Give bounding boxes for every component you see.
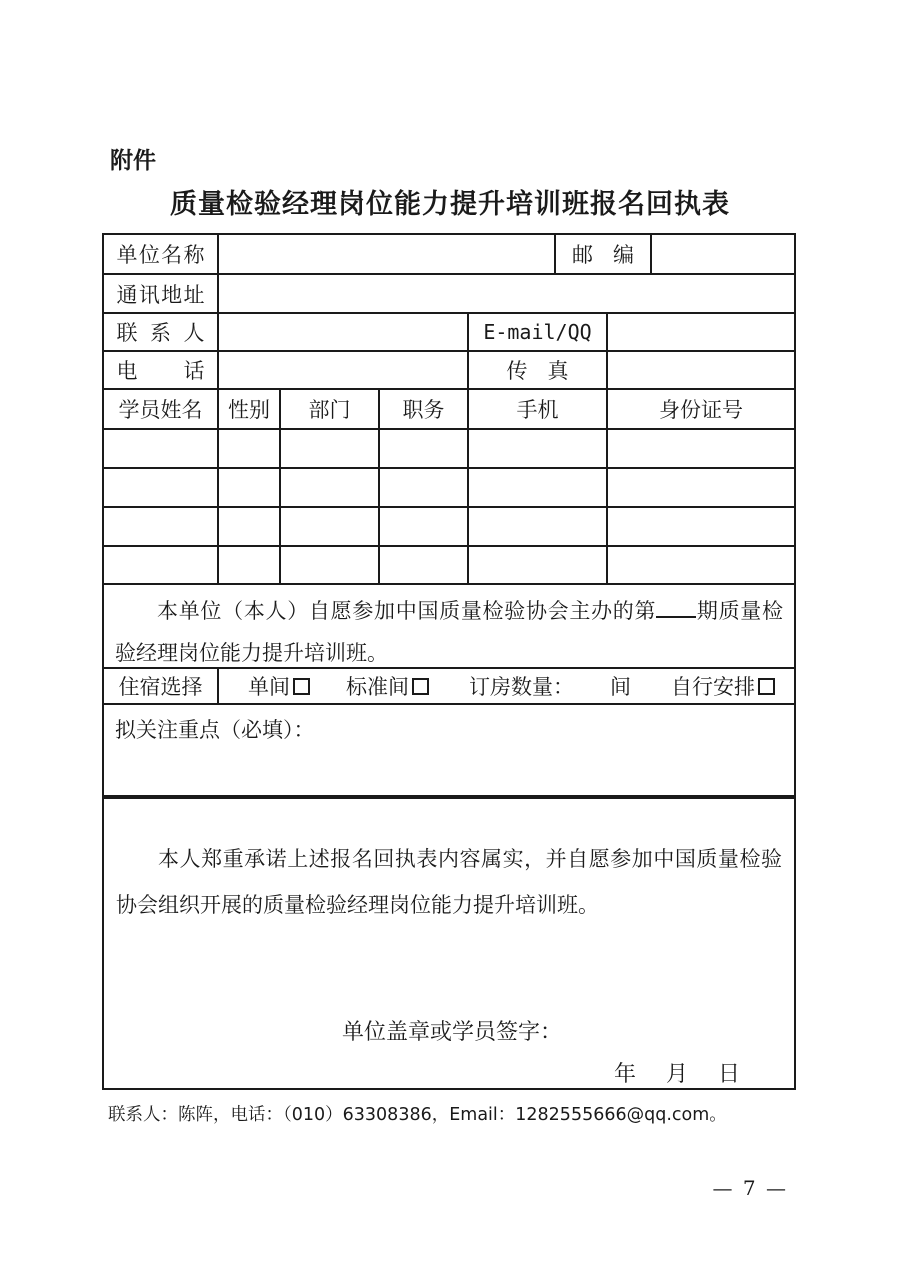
participation-row bbox=[104, 585, 794, 669]
page-title: 质量检验经理岗位能力提升培训班报名回执表 bbox=[170, 189, 730, 219]
option-standard-room: 标准间 bbox=[346, 671, 429, 701]
email-qq-input-cell[interactable] bbox=[608, 314, 794, 350]
unit-name-input-cell[interactable] bbox=[219, 235, 556, 273]
option-single-room: 单间 bbox=[248, 671, 310, 701]
contact-person-label: 联系人 bbox=[104, 314, 219, 350]
student-gender-cell[interactable] bbox=[219, 430, 281, 467]
registration-form-table bbox=[102, 233, 796, 1090]
accommodation-options-cell bbox=[219, 669, 794, 703]
postal-code-label: 邮编 bbox=[556, 235, 652, 273]
fax-label: 传真 bbox=[469, 352, 608, 388]
student-row-3 bbox=[104, 508, 794, 547]
student-department-cell[interactable] bbox=[281, 430, 380, 467]
student-row-2 bbox=[104, 469, 794, 508]
pledge-cell bbox=[104, 799, 794, 1088]
row-address bbox=[104, 275, 794, 314]
page-number: — 7 — bbox=[712, 1176, 788, 1200]
self-arrange-checkbox[interactable] bbox=[758, 678, 775, 695]
focus-input-cell[interactable] bbox=[104, 705, 794, 795]
email-qq-label: E-mail/QQ bbox=[469, 314, 608, 350]
focus-label: 拟关注重点（必填）： bbox=[115, 719, 315, 742]
booking-quantity-label: 订房数量： bbox=[469, 676, 574, 699]
student-name-cell[interactable] bbox=[104, 547, 219, 583]
address-label: 通讯地址 bbox=[104, 275, 219, 312]
participation-text: 本单位（本人）自愿参加中国质量检验协会主办的第 期质量检验经理岗位能力提升培训班。 bbox=[115, 600, 784, 665]
accommodation-row bbox=[104, 669, 794, 705]
student-name-cell[interactable] bbox=[104, 508, 219, 545]
header-student-name: 学员姓名 bbox=[104, 390, 219, 428]
student-row-4 bbox=[104, 547, 794, 585]
student-mobile-cell[interactable] bbox=[469, 547, 608, 583]
pledge-row bbox=[104, 799, 794, 1088]
date-label: 年 月 日 bbox=[613, 1061, 744, 1086]
row-contact-person bbox=[104, 314, 794, 352]
student-id-cell[interactable] bbox=[608, 430, 794, 467]
signature-label: 单位盖章或学员签字： bbox=[342, 1019, 563, 1044]
student-gender-cell[interactable] bbox=[219, 508, 281, 545]
participation-text-cell bbox=[104, 585, 794, 667]
postal-code-input-cell[interactable] bbox=[652, 235, 794, 273]
student-position-cell[interactable] bbox=[380, 547, 469, 583]
student-position-cell[interactable] bbox=[380, 469, 469, 506]
phone-label: 电话 bbox=[104, 352, 219, 388]
students-header-row bbox=[104, 390, 794, 430]
student-mobile-cell[interactable] bbox=[469, 469, 608, 506]
attachment-label: 附件 bbox=[110, 147, 156, 173]
student-mobile-cell[interactable] bbox=[469, 430, 608, 467]
phone-input-cell[interactable] bbox=[219, 352, 469, 388]
student-name-cell[interactable] bbox=[104, 469, 219, 506]
address-input-cell[interactable] bbox=[219, 275, 794, 312]
header-position: 职务 bbox=[380, 390, 469, 428]
standard-room-checkbox[interactable] bbox=[412, 678, 429, 695]
student-id-cell[interactable] bbox=[608, 547, 794, 583]
footer-contact-info: 联系人：陈阵，电话：（010）63308386，Email：1282555666@qq.com。 bbox=[108, 1105, 727, 1125]
student-position-cell[interactable] bbox=[380, 430, 469, 467]
quantity-unit-label: 间 bbox=[610, 676, 631, 699]
header-gender: 性别 bbox=[219, 390, 281, 428]
unit-name-label: 单位名称 bbox=[104, 235, 219, 273]
session-number-blank[interactable] bbox=[656, 598, 696, 618]
student-department-cell[interactable] bbox=[281, 508, 380, 545]
row-phone bbox=[104, 352, 794, 390]
header-mobile: 手机 bbox=[469, 390, 608, 428]
row-unit-name bbox=[104, 235, 794, 275]
header-department: 部门 bbox=[281, 390, 380, 428]
fax-input-cell[interactable] bbox=[608, 352, 794, 388]
student-row-1 bbox=[104, 430, 794, 469]
student-gender-cell[interactable] bbox=[219, 547, 281, 583]
accommodation-label: 住宿选择 bbox=[104, 669, 219, 703]
student-id-cell[interactable] bbox=[608, 469, 794, 506]
student-department-cell[interactable] bbox=[281, 547, 380, 583]
pledge-text: 本人郑重承诺上述报名回执表内容属实，并自愿参加中国质量检验协会组织开展的质量检验经理岗位能力提升培训班。 bbox=[116, 848, 782, 917]
student-gender-cell[interactable] bbox=[219, 469, 281, 506]
focus-row bbox=[104, 705, 794, 799]
header-id-number: 身份证号 bbox=[659, 399, 743, 422]
contact-person-input-cell[interactable] bbox=[219, 314, 469, 350]
student-name-cell[interactable] bbox=[104, 430, 219, 467]
single-room-checkbox[interactable] bbox=[293, 678, 310, 695]
option-self-arrange: 自行安排 bbox=[671, 671, 775, 701]
student-position-cell[interactable] bbox=[380, 508, 469, 545]
student-mobile-cell[interactable] bbox=[469, 508, 608, 545]
student-department-cell[interactable] bbox=[281, 469, 380, 506]
student-id-cell[interactable] bbox=[608, 508, 794, 545]
